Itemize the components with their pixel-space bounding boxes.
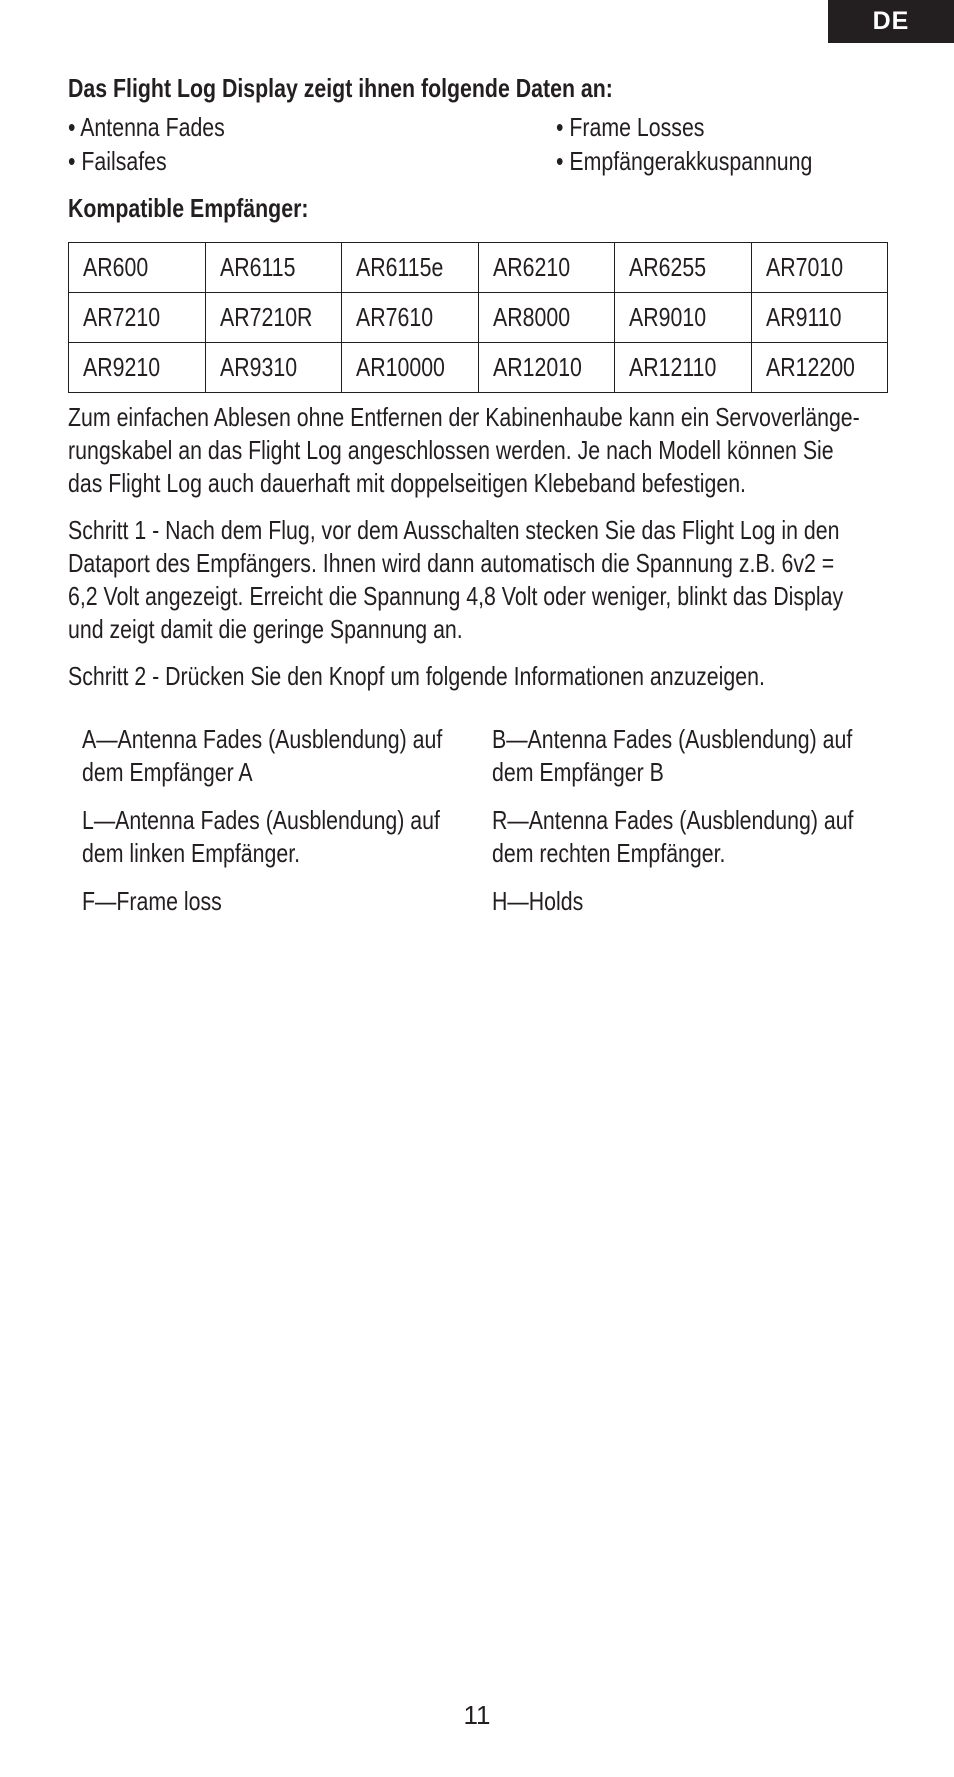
table-cell: AR6210 xyxy=(478,243,615,293)
receivers-table xyxy=(68,242,888,393)
list-item: • Antenna Fades xyxy=(68,112,225,142)
table-cell: AR7210 xyxy=(69,293,206,343)
table-cell: AR7210R xyxy=(205,293,342,343)
list-item: • Frame Losses xyxy=(556,112,705,142)
table-cell: AR7610 xyxy=(342,293,479,343)
paragraph-step-2: Schritt 2 - Drücken Sie den Knopf um folgende Informationen anzuzeigen. xyxy=(68,661,765,691)
list-item: • Failsafes xyxy=(68,146,167,176)
table-row xyxy=(69,293,888,343)
table-cell: AR6115e xyxy=(342,243,479,293)
table-cell: AR9310 xyxy=(205,343,342,393)
table-cell: AR12110 xyxy=(615,343,752,393)
table-cell: AR12200 xyxy=(751,343,888,393)
table-cell: AR6115 xyxy=(205,243,342,293)
table-cell: AR8000 xyxy=(478,293,615,343)
language-tab: DE xyxy=(828,0,954,43)
legend-item-a: A—Antenna Fades (Ausblendung) auf dem Empfänger A xyxy=(82,724,443,787)
legend-item-f: F—Frame loss xyxy=(82,886,222,916)
display-data-list xyxy=(68,110,888,178)
table-cell: AR9010 xyxy=(615,293,752,343)
paragraph-servo-extension: Zum einfachen Ablesen ohne Entfernen der Kabinenhaube kann ein Servoverlänge- rungskabel an das Flight Log angeschlossen werden. Je nach Modell können Sie das Flight Log auch dauerhaft mit doppelseitigen Klebeband befestigen. xyxy=(68,402,860,498)
display-codes-legend xyxy=(82,723,888,918)
legend-item-h: H—Holds xyxy=(492,886,584,916)
table-cell: AR6255 xyxy=(615,243,752,293)
section-heading-compatible-receivers: Kompatible Empfänger: xyxy=(68,193,309,223)
table-cell: AR12010 xyxy=(478,343,615,393)
table-cell: AR600 xyxy=(69,243,206,293)
table-cell: AR9210 xyxy=(69,343,206,393)
paragraph-step-1: Schritt 1 - Nach dem Flug, vor dem Ausschalten stecken Sie das Flight Log in den Dataport des Empfängers. Ihnen wird dann automatisch die Spannung z.B. 6v2 = 6,2 Volt angezeigt. Erreicht die Spannung 4,8 Volt oder weniger, blinkt das Display und zeigt damit die geringe Spannung an. xyxy=(68,515,844,644)
list-item: • Empfängerakkuspannung xyxy=(556,146,813,176)
legend-item-l: L—Antenna Fades (Ausblendung) auf dem linken Empfänger. xyxy=(82,805,440,868)
table-cell: AR10000 xyxy=(342,343,479,393)
table-row xyxy=(69,343,888,393)
page-content xyxy=(68,68,888,918)
table-cell: AR9110 xyxy=(751,293,888,343)
table-cell: AR7010 xyxy=(751,243,888,293)
page-number: 11 xyxy=(463,1700,491,1730)
section-heading-display-data: Das Flight Log Display zeigt ihnen folgende Daten an: xyxy=(68,73,613,103)
table-row xyxy=(69,243,888,293)
legend-item-b: B—Antenna Fades (Ausblendung) auf dem Empfänger B xyxy=(492,724,853,787)
legend-item-r: R—Antenna Fades (Ausblendung) auf dem rechten Empfänger. xyxy=(492,805,854,868)
